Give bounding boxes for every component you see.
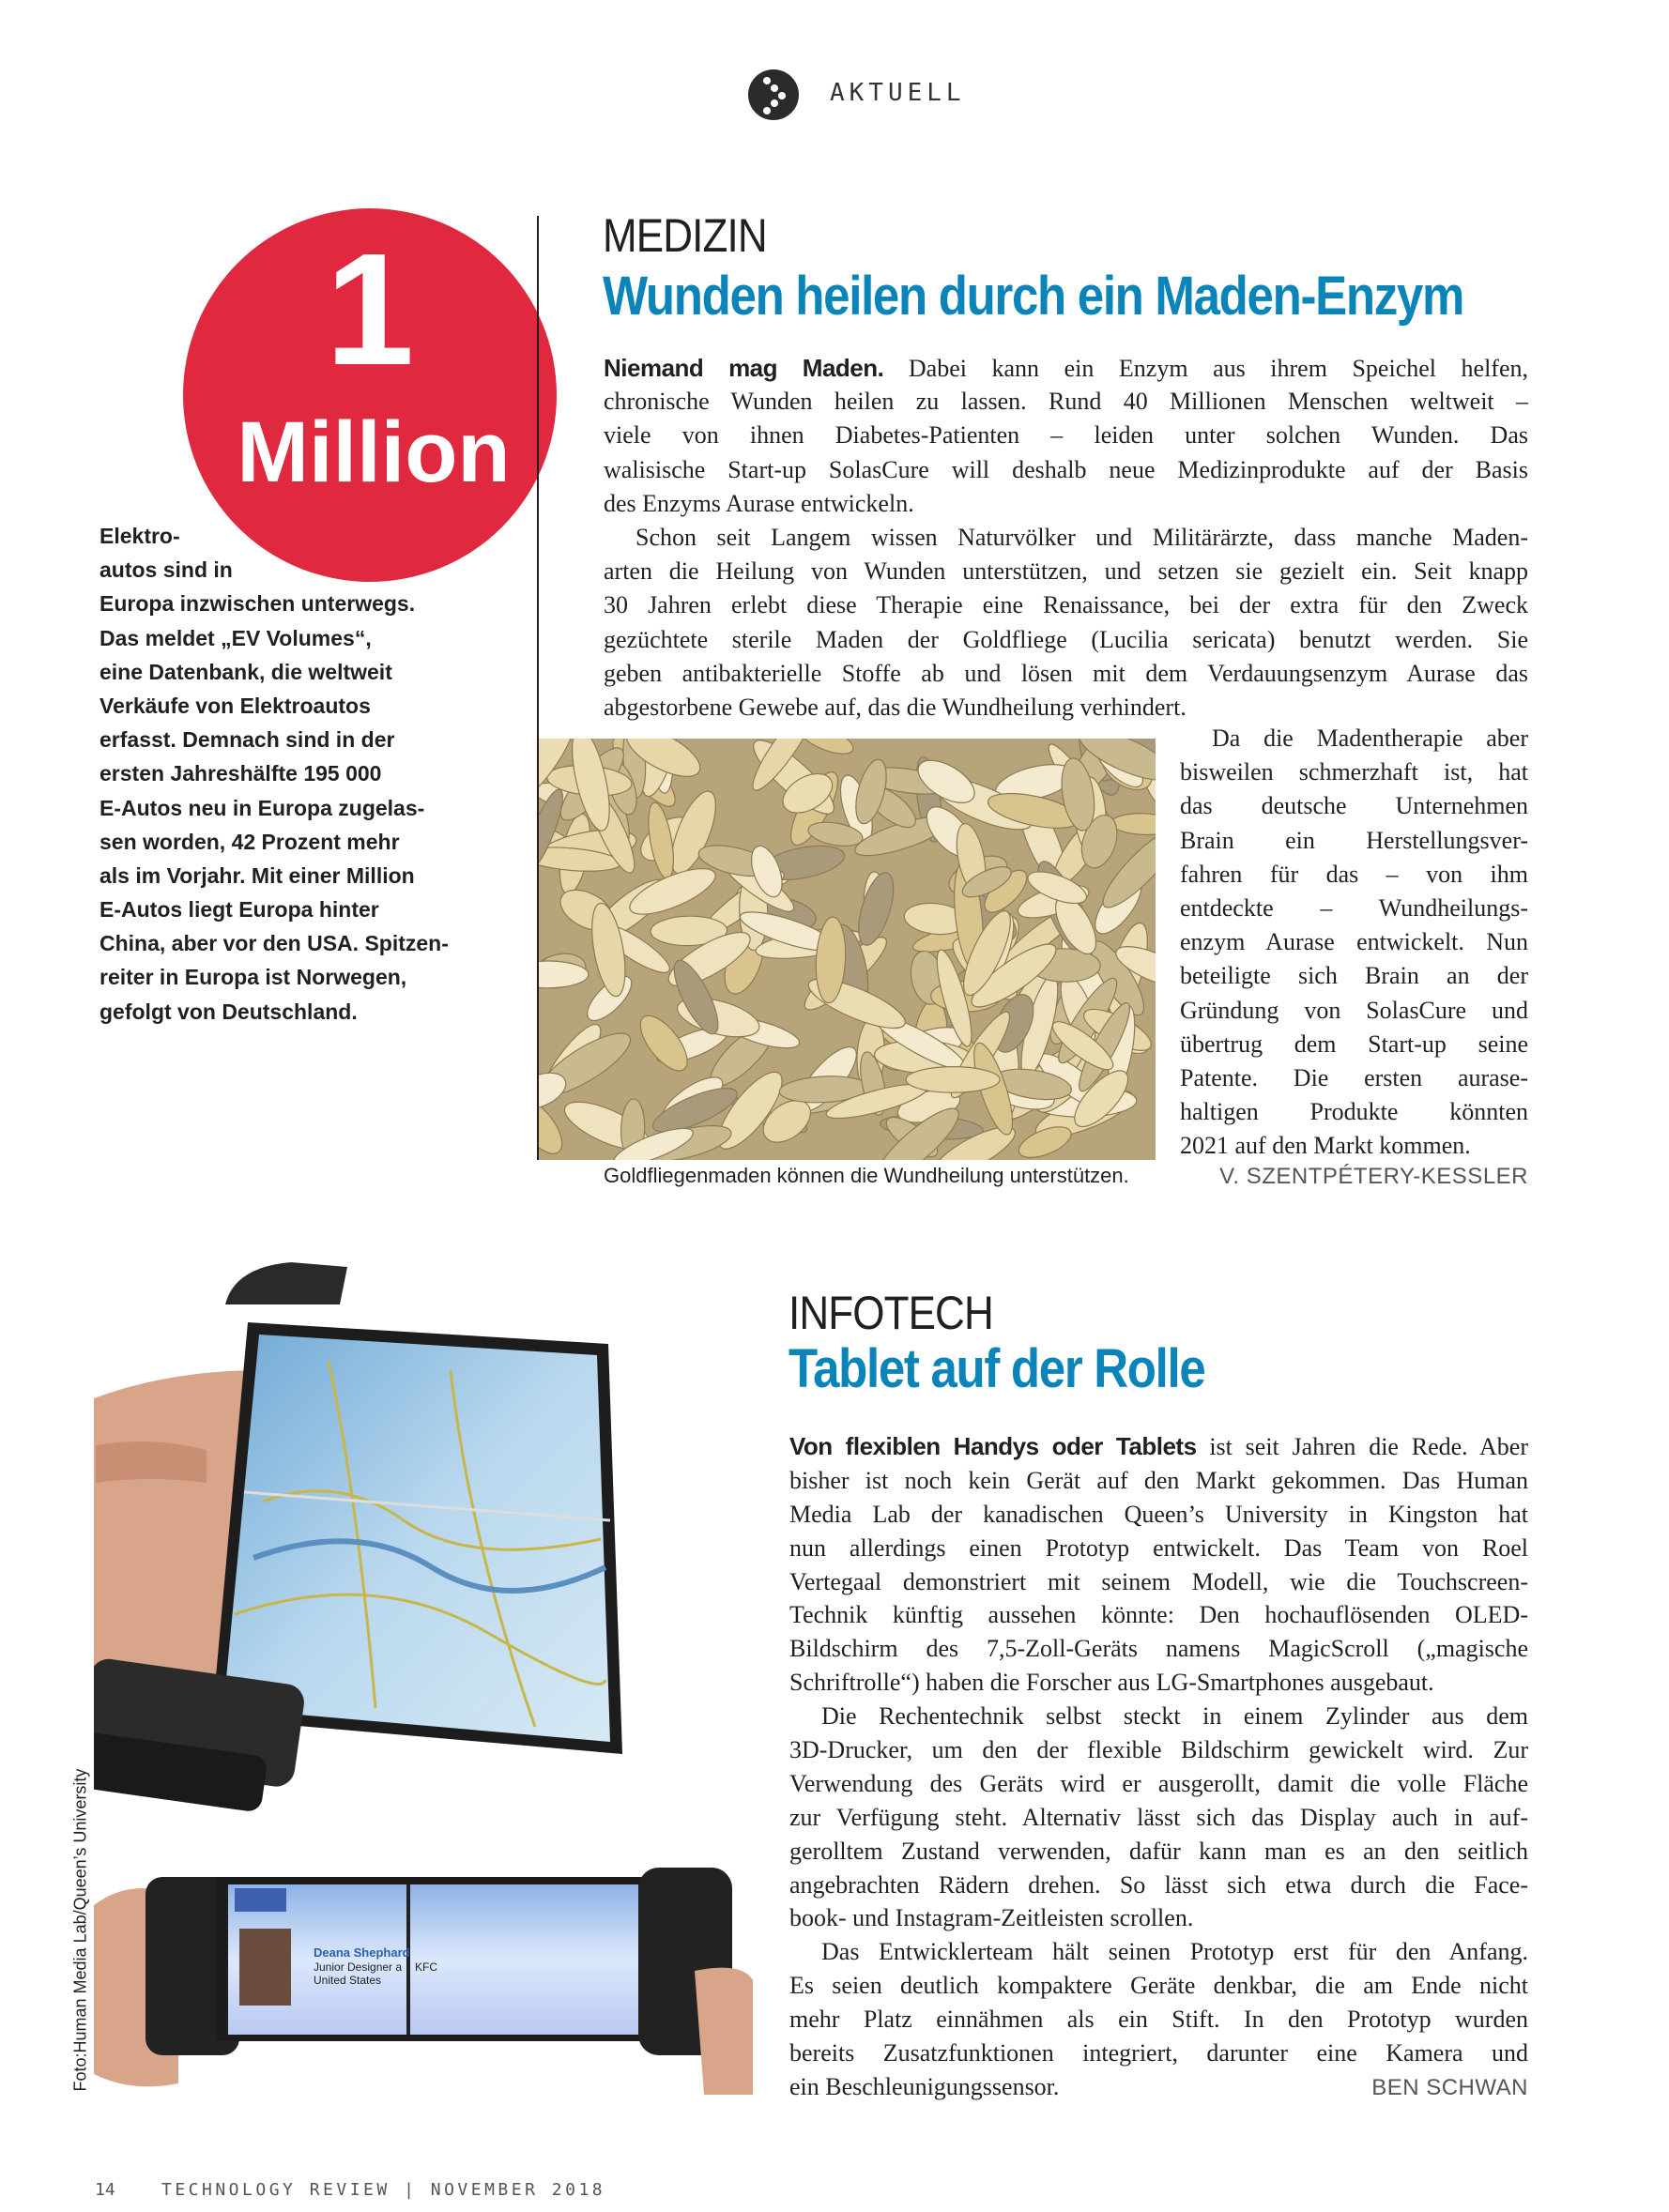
text-line: das deutsche Unternehmen — [1180, 792, 1528, 820]
article-kicker: INFOTECH — [789, 1287, 993, 1339]
screen-profile-company: KFC — [415, 1960, 437, 1974]
sidebar-text — [100, 519, 449, 1029]
text-line: bereits Zusatzfunktionen integriert, darunter eine Kamera und — [789, 2039, 1528, 2067]
text-line-rest: ist seit Jahren die Rede. Aber — [1196, 1433, 1528, 1460]
text-line: Gründung von SolasCure und — [1180, 996, 1528, 1024]
text-line: Schriftrolle“) haben die Forscher aus LG-Smartphones ausgebaut. — [789, 1669, 1434, 1697]
article-author: V. SZENTPÉTERY-KESSLER — [1219, 1164, 1528, 1189]
text-line: gefolgt von Deutschland. — [100, 999, 358, 1024]
publication-line: TECHNOLOGY REVIEW | NOVEMBER 2018 — [161, 2180, 606, 2200]
lead-in: Von flexiblen Handys oder Tablets — [789, 1432, 1197, 1460]
stat-number: 1 — [325, 221, 415, 399]
text-line: E-Autos liegt Europa hinter — [100, 897, 379, 923]
text-line: Das Entwicklerteam hält seinen Prototyp erst für den Anfang. — [821, 1938, 1528, 1966]
text-line: Europa inzwischen unterwegs. — [100, 591, 416, 617]
dots-circle-icon — [748, 69, 799, 120]
text-line: abgestorbene Gewebe auf, das die Wundheilung verhindert. — [604, 693, 1187, 721]
text-line: haltigen Produkte könnten — [1180, 1098, 1528, 1126]
text-line: des Enzyms Aurase entwickeln. — [604, 489, 914, 517]
text-line: angebrachten Rädern drehen. So lässt sich etwa durch die Face- — [789, 1870, 1528, 1899]
text-line: nun allerdings einen Prototyp entwickelt. Das Team von Roel — [789, 1533, 1528, 1562]
lead-in: Niemand mag Maden. — [604, 354, 884, 382]
photo-credit: Foto:Human Media Lab/Queen’s University — [70, 1768, 90, 2092]
text-line: China, aber vor den USA. Spitzen- — [100, 931, 449, 956]
photo-caption: Goldfliegenmaden können die Wundheilung unterstützen. — [604, 1164, 1129, 1187]
text-line: Media Lab der kanadischen Queen’s University in Kingston hat — [789, 1500, 1528, 1528]
article-headline: Tablet auf der Rolle — [789, 1338, 1205, 1399]
text-line: book- und Instagram-Zeitleisten scrollen. — [789, 1904, 1194, 1932]
text-line: arten die Heilung von Wunden unterstützen, und setzen sie gezielt ein. Seit knapp — [604, 557, 1528, 586]
article-headline: Wunden heilen durch ein Maden-Enzym — [603, 266, 1464, 327]
text-line: erfasst. Demnach sind in der — [100, 727, 395, 753]
text-line: mehr Platz einnähmen als ein Stift. In den Prototyp wurden — [789, 2006, 1528, 2034]
text-line: enzym Aurase entwickelt. Nun — [1180, 928, 1528, 956]
text-line: autos sind in — [100, 557, 233, 583]
screen-profile-country: United States — [314, 1974, 382, 1987]
text-line: reiter in Europa ist Norwegen, — [100, 965, 407, 990]
text-line: übertrug dem Start-up seine — [1180, 1030, 1528, 1058]
text-line: eine Datenbank, die weltweit — [100, 659, 392, 684]
text-line: Vertegaal demonstriert mit seinem Modell, wie die Touchscreen- — [789, 1567, 1528, 1595]
text-line-rest: Dabei kann ein Enzym aus ihrem Speichel helfen, — [883, 355, 1528, 382]
text-line: Technik künftig aussehen könnte: Den hochauflösenden OLED- — [789, 1601, 1528, 1629]
tablet-photo — [94, 1258, 753, 2095]
text-line: walisische Start-up SolasCure will deshalb neue Medizinprodukte auf der Basis — [604, 455, 1528, 483]
text-line: E-Autos neu in Europa zugelas- — [100, 795, 425, 820]
text-line: Brain ein Herstellungsver- — [1180, 826, 1528, 854]
text-line: Schon seit Langem wissen Naturvölker und Militärärzte, dass manche Maden- — [635, 523, 1528, 551]
text-line: Die Rechentechnik selbst steckt in einem Zylinder aus dem — [821, 1702, 1528, 1731]
section-label: AKTUELL — [830, 79, 966, 107]
text-line — [789, 1430, 1528, 1464]
text-line: bisher ist noch kein Gerät auf den Markt gekommen. Das Human — [789, 1466, 1528, 1494]
maggot-shape — [906, 1067, 1000, 1093]
text-line: zur Verfügung steht. Alternativ lässt sich das Display auch in auf- — [789, 1803, 1528, 1831]
text-line: 2021 auf den Markt kommen. — [1180, 1132, 1471, 1160]
text-line: beteiligte sich Brain an der — [1180, 962, 1528, 990]
text-line: bisweilen schmerzhaft ist, hat — [1180, 758, 1528, 786]
text-line: gerolltem Zustand verwenden, dafür kann man es an den seitlich — [789, 1837, 1528, 1865]
text-line: Verkäufe von Elektroautos — [100, 693, 371, 718]
stat-unit: Million — [237, 404, 511, 500]
article-body — [789, 1430, 1528, 2104]
text-line: sen worden, 42 Prozent mehr — [100, 829, 400, 854]
text-line: Da die Madentherapie aber — [1212, 725, 1528, 752]
text-line: entdeckte – Wundheilungs- — [1180, 893, 1528, 922]
text-line: fahren für das – von ihm — [1180, 860, 1528, 888]
text-line: ersten Jahreshälfte 195 000 — [100, 761, 382, 786]
text-line: Elektro- — [100, 524, 180, 548]
article-kicker: MEDIZIN — [603, 209, 767, 262]
text-line: 30 Jahren erlebt diese Therapie eine Renaissance, bei der extra für den Zweck — [604, 591, 1528, 619]
text-line: chronische Wunden heilen zu lassen. Rund 40 Millionen Menschen weltweit – — [604, 388, 1528, 416]
maggots-photo — [539, 739, 1156, 1160]
page-number: 14 — [95, 2180, 115, 2200]
screen-profile-role: Junior Designer a — [314, 1960, 403, 1974]
text-line: viele von ihnen Diabetes-Patienten – leiden unter solchen Wunden. Das — [604, 421, 1528, 450]
text-line: 3D-Drucker, um den der flexible Bildschirm gewickelt wird. Zur — [789, 1736, 1528, 1764]
text-line: als im Vorjahr. Mit einer Million — [100, 862, 415, 888]
text-line: Verwendung des Geräts wird er ausgerollt, damit die volle Fläche — [789, 1769, 1528, 1797]
article-author: BEN SCHWAN — [1371, 2075, 1528, 2100]
text-line: Bildschirm des 7,5-Zoll-Geräts namens MagicScroll („magische — [789, 1635, 1528, 1663]
text-line: geben antibakterielle Stoffe ab und lösen mit dem Verdauungsenzym Aurase das — [604, 659, 1528, 687]
article-body-continued — [1180, 722, 1528, 1163]
text-line: gezüchtete sterile Maden der Goldfliege (Lucilia sericata) benutzt werden. Sie — [604, 625, 1528, 653]
text-line: Das meldet „EV Volumes“, — [100, 625, 372, 650]
text-line: Patente. Die ersten aurase- — [1180, 1063, 1528, 1091]
screen-profile-name: Deana Shephard — [314, 1945, 410, 1960]
text-line: ein Beschleunigungssensor. — [789, 2072, 1060, 2100]
article-body — [604, 351, 1528, 725]
text-line: Es seien deutlich kompaktere Geräte denkbar, die am Ende nicht — [789, 1972, 1528, 2000]
text-line — [604, 351, 1528, 385]
